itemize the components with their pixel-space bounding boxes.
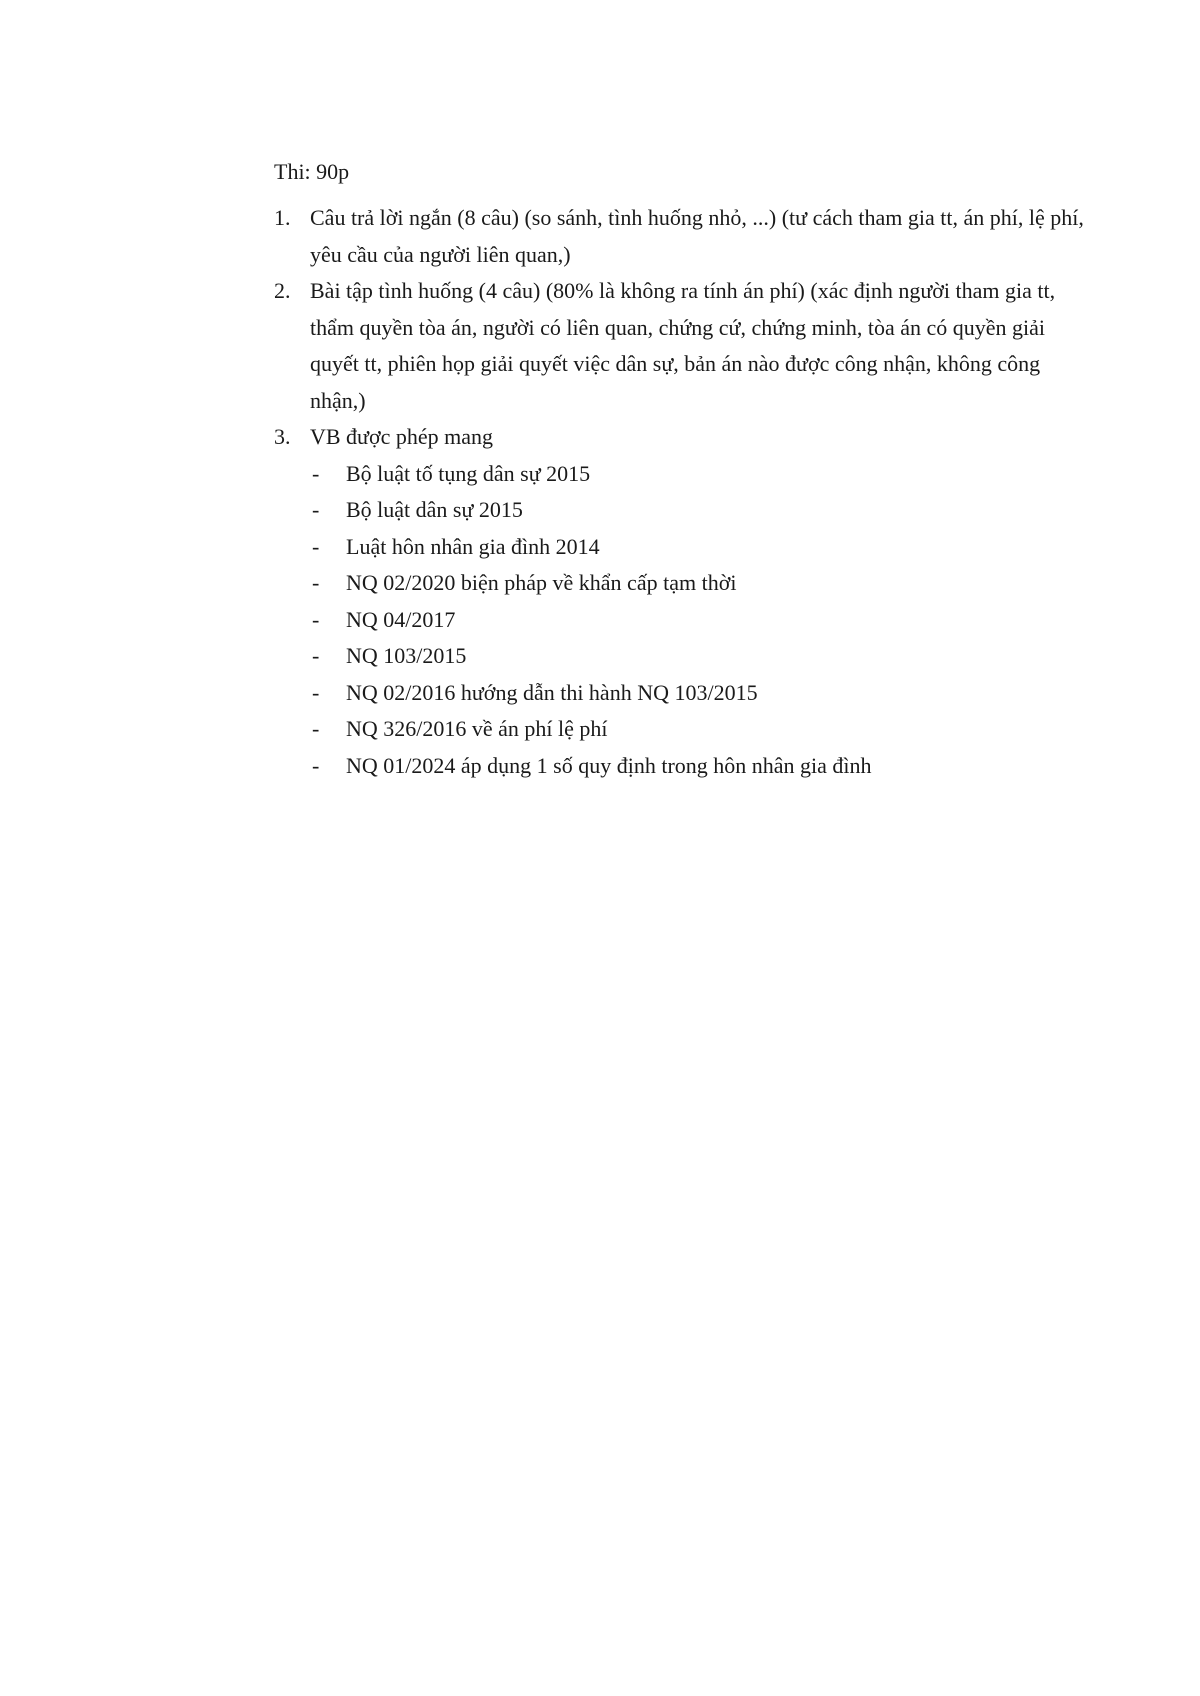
list-item — [310, 602, 1094, 639]
list-item-text: NQ 326/2016 về án phí lệ phí — [346, 716, 608, 741]
list-item — [310, 456, 1094, 493]
list-item-text: Bộ luật tố tụng dân sự 2015 — [346, 460, 591, 486]
list-item-short-answers — [274, 200, 1094, 273]
list-number: 3. — [274, 424, 291, 449]
list-item-text: VB được phép mang — [310, 424, 494, 449]
list-item — [310, 675, 1094, 712]
list-item-text: NQ 01/2024 áp dụng 1 số quy định trong hôn nhân gia đình — [346, 752, 872, 778]
dash-bullet: - — [312, 716, 320, 741]
dash-bullet: - — [312, 460, 320, 486]
list-number: 2. — [274, 278, 291, 303]
dash-bullet: - — [312, 606, 320, 632]
list-item-allowed-documents — [274, 419, 1094, 784]
dash-bullet: - — [312, 533, 320, 559]
list-item-case-exercises — [274, 273, 1094, 419]
dash-bullet: - — [312, 570, 320, 595]
list-item — [310, 565, 1094, 602]
list-item-text: NQ 02/2020 biện pháp về khẩn cấp tạm thời — [346, 570, 737, 595]
dash-bullet: - — [312, 752, 320, 778]
dash-bullet: - — [312, 497, 320, 522]
exam-duration-heading: Thi: 90p — [274, 159, 350, 184]
allowed-documents-list — [310, 456, 1094, 785]
list-item-text: Bài tập tình huống (4 câu) (80% là không ra tính án phí) (xác định người tham gia tt, thẩm quyền tòa án, người có liên quan, chứng cứ, chứng minh, tòa án có quyền giải quyết tt, phiên họp giải quyết việc dân sự, bản án nào được công nhận, không công nhận,) — [310, 278, 1056, 413]
list-item-text: Luật hôn nhân gia đình 2014 — [346, 533, 600, 559]
list-item-text: NQ 103/2015 — [346, 643, 467, 668]
list-item — [310, 748, 1094, 785]
list-number: 1. — [274, 205, 291, 230]
list-item — [310, 638, 1094, 675]
dash-bullet: - — [312, 679, 320, 705]
dash-bullet: - — [312, 643, 320, 668]
list-item-text: NQ 02/2016 hướng dẫn thi hành NQ 103/2015 — [346, 679, 758, 705]
list-item-text: Câu trả lời ngắn (8 câu) (so sánh, tình huống nhỏ, ...) (tư cách tham gia tt, án phí, lệ phí, yêu cầu của người liên quan,) — [310, 205, 1084, 267]
list-item-text: Bộ luật dân sự 2015 — [346, 497, 523, 522]
list-item — [310, 529, 1094, 566]
list-item — [310, 711, 1094, 748]
numbered-list — [274, 200, 1094, 784]
list-item-text: NQ 04/2017 — [346, 606, 456, 632]
list-item — [310, 492, 1094, 529]
